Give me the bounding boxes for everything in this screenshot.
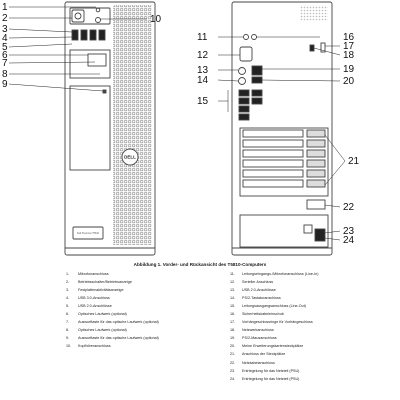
- callout-label: 22: [343, 202, 355, 213]
- usb-rear-3[interactable]: [239, 98, 249, 104]
- legend-number: 20.: [230, 344, 236, 349]
- legend-text: Kopfhöreranschluss: [78, 344, 111, 349]
- usb-port-1[interactable]: [72, 30, 78, 40]
- legend-text: Betriebsschalter/Betriebsanzeige: [78, 280, 132, 285]
- callout-label: 24: [343, 235, 355, 246]
- expansion-slot-2[interactable]: [243, 140, 303, 147]
- power-icon: [75, 13, 81, 19]
- legend-item: [230, 286, 400, 294]
- legend-item: [230, 310, 400, 318]
- legend-item: [66, 294, 236, 302]
- callout-label: 12: [197, 50, 209, 61]
- line-out-jack[interactable]: [252, 35, 257, 40]
- rear-chassis: [232, 2, 332, 255]
- legend-item: [230, 342, 400, 350]
- callout-label: 13: [197, 65, 209, 76]
- usb-rear-6[interactable]: [252, 90, 262, 96]
- usb-rear-5[interactable]: [239, 114, 249, 120]
- legend-item: [66, 318, 236, 326]
- callout-label: 3: [2, 24, 8, 35]
- legend-text: Netzwerkanschluss: [242, 328, 274, 333]
- rear-vent: [300, 5, 328, 21]
- legend-number: 12.: [230, 280, 236, 285]
- headphone-jack[interactable]: [96, 18, 101, 23]
- callout-label: 8: [2, 69, 8, 80]
- legend-number: 16.: [230, 312, 236, 317]
- callout-label: 14: [197, 75, 209, 86]
- legend-number: 21.: [230, 352, 236, 357]
- legend-text: USB 3.0-Anschluss: [78, 296, 110, 301]
- slot-latch[interactable]: [307, 180, 325, 187]
- legend-text: Festplattenaktivitätsanzeige: [78, 288, 124, 293]
- front-view: [65, 2, 155, 255]
- callout-numbers: [2, 2, 360, 246]
- callout-label: 10: [150, 14, 162, 25]
- expansion-slot-covers: [243, 130, 303, 187]
- slim-drive-bay: [88, 54, 106, 66]
- legend-number: 8.: [66, 328, 70, 333]
- legend-number: 10.: [66, 344, 72, 349]
- callout-label: 5: [2, 42, 8, 53]
- legend-number: 23.: [230, 368, 236, 373]
- legend-number: 11.: [230, 272, 235, 276]
- model-badge-text: Dell Precision T5810: [76, 232, 100, 235]
- legend-text: Auswurftaste für das optische Laufwerk (optional): [78, 320, 159, 325]
- legend-rear: [230, 270, 400, 383]
- usb-port-3[interactable]: [90, 30, 96, 40]
- legend-number: 3.: [66, 288, 70, 293]
- legend-item: [230, 350, 400, 358]
- callout-label: 1: [2, 2, 8, 13]
- legend-text: Auswurftaste für das optische Laufwerk (optional): [78, 336, 159, 341]
- psu-release-latch[interactable]: [304, 225, 312, 233]
- power-cable-connector[interactable]: [315, 229, 325, 241]
- callout-label: 17: [343, 41, 355, 52]
- legend-text: Optisches Laufwerk (optional): [78, 328, 127, 333]
- legend-number: 1.: [66, 272, 70, 276]
- legend-item: [66, 286, 236, 294]
- expansion-slot-3[interactable]: [243, 150, 303, 157]
- legend-text: USB 2.0-Anschlüsse: [78, 304, 112, 309]
- legend-item: [66, 270, 236, 278]
- legend-item: [66, 334, 236, 342]
- callout-label: 23: [343, 226, 355, 237]
- power-button[interactable]: [72, 10, 84, 22]
- usb-port-4[interactable]: [99, 30, 105, 40]
- legend-text: Entriegelung für das Netzteil (PSU): [242, 368, 300, 373]
- slot-latch[interactable]: [307, 170, 325, 177]
- legend-text: Optisches Laufwerk (optional): [78, 312, 127, 317]
- callout-label: 16: [343, 32, 355, 43]
- legend-number: 13.: [230, 288, 236, 293]
- callout-label: 20: [343, 76, 355, 87]
- legend-number: 7.: [66, 320, 70, 325]
- figure-caption: Abbildung 1. Vorder- und Rückansicht des T5810-Computers: [133, 262, 267, 267]
- rear-view: [232, 2, 332, 255]
- legend-number: 17.: [230, 320, 236, 325]
- callout-label: 6: [2, 50, 8, 61]
- legend-item: [230, 302, 400, 310]
- line-in-jack[interactable]: [244, 35, 249, 40]
- legend-number: 19.: [230, 336, 236, 341]
- legend-number: 5.: [66, 304, 70, 309]
- legend-item: [230, 294, 400, 302]
- expansion-slot-4[interactable]: [243, 160, 303, 167]
- expansion-slot-1[interactable]: [243, 130, 303, 137]
- legend-text: Mikrofonanschluss: [78, 272, 109, 276]
- legend-front: [66, 270, 236, 350]
- legend-text: Entriegelung für das Netzteil (PSU): [242, 376, 300, 381]
- slot-latch[interactable]: [307, 150, 325, 157]
- optical-drive-2: [70, 86, 110, 170]
- legend-text: Leitungsausgangsanschluss (Line-Out): [242, 304, 306, 309]
- callout-label: 9: [2, 79, 8, 90]
- legend-number: 14.: [230, 296, 236, 301]
- legend-number: 6.: [66, 312, 70, 317]
- legend-item: [66, 302, 236, 310]
- serial-port[interactable]: [240, 47, 252, 61]
- legend-item: [230, 334, 400, 342]
- callout-label: 19: [343, 64, 355, 75]
- legend-number: 24.: [230, 376, 236, 381]
- usb-rear-7[interactable]: [252, 98, 262, 104]
- legend-number: 9.: [66, 336, 70, 341]
- slot-latches: [307, 130, 325, 187]
- legend-item: [230, 367, 400, 375]
- legend-text: PS/2-Mausanschluss: [242, 336, 277, 341]
- legend-item: [66, 342, 236, 350]
- callout-label: 18: [343, 50, 355, 61]
- legend-text: Leitungseingangs-/Mikrofonanschluss (Line-In): [242, 272, 319, 276]
- legend-number: 15.: [230, 304, 236, 309]
- callout-label: 15: [197, 96, 209, 107]
- eject-button[interactable]: [103, 90, 106, 93]
- callout-label: 4: [2, 33, 8, 44]
- legend-text: Serieller Anschluss: [242, 280, 274, 285]
- legend-item: [230, 326, 400, 334]
- usb-rear-2[interactable]: [239, 90, 249, 96]
- usb-port-2[interactable]: [81, 30, 87, 40]
- legend-item: [230, 359, 400, 367]
- legend-text: Anschluss der Steckplätze: [242, 352, 286, 357]
- legend-item: [230, 318, 400, 326]
- legend-number: 4.: [66, 296, 70, 301]
- legend-text: USB 2.0-Anschlüsse: [242, 288, 276, 293]
- legend-item: [66, 326, 236, 334]
- slot-latch[interactable]: [307, 130, 325, 137]
- callout-label: 2: [2, 13, 8, 24]
- slot-latch[interactable]: [307, 160, 325, 167]
- usb-rear-4[interactable]: [239, 106, 249, 112]
- padlock-ring[interactable]: [310, 45, 314, 51]
- legend-number: 18.: [230, 328, 236, 333]
- ps2-keyboard-port[interactable]: [239, 68, 246, 75]
- legend-text: PS/2-Tastaturanschluss: [242, 296, 281, 301]
- legend-text: Vorhängeschlossringe für Vorhängeschloss: [242, 320, 313, 325]
- expansion-slot-5[interactable]: [243, 170, 303, 177]
- legend-item: [230, 270, 400, 278]
- ps2-mouse-port[interactable]: [239, 78, 246, 85]
- microphone-jack[interactable]: [96, 8, 100, 12]
- legend-text: Netzkabelanschluss: [242, 360, 275, 365]
- legend-text: Sicherheitskabeleinschub: [242, 312, 284, 317]
- dell-logo-text: DELL: [124, 154, 136, 160]
- legend-item: [230, 375, 400, 383]
- callout-label: 11: [197, 32, 208, 43]
- legend-number: 2.: [66, 280, 70, 285]
- expansion-slot-6[interactable]: [243, 180, 303, 187]
- slot-release[interactable]: [307, 200, 325, 209]
- legend-item: [66, 278, 236, 286]
- callout-label: 7: [2, 58, 8, 69]
- slot-latch[interactable]: [307, 140, 325, 147]
- front-grille: [113, 5, 152, 245]
- legend-text: Meine Erweiterungskartensteckplätze: [242, 344, 304, 349]
- callout-label: 21: [348, 156, 360, 167]
- usb-rear-1[interactable]: [252, 77, 262, 83]
- legend-item: [66, 310, 236, 318]
- callout-leaders: [9, 7, 345, 240]
- network-port[interactable]: [252, 66, 262, 75]
- legend-number: 22.: [230, 360, 236, 365]
- legend-item: [230, 278, 400, 286]
